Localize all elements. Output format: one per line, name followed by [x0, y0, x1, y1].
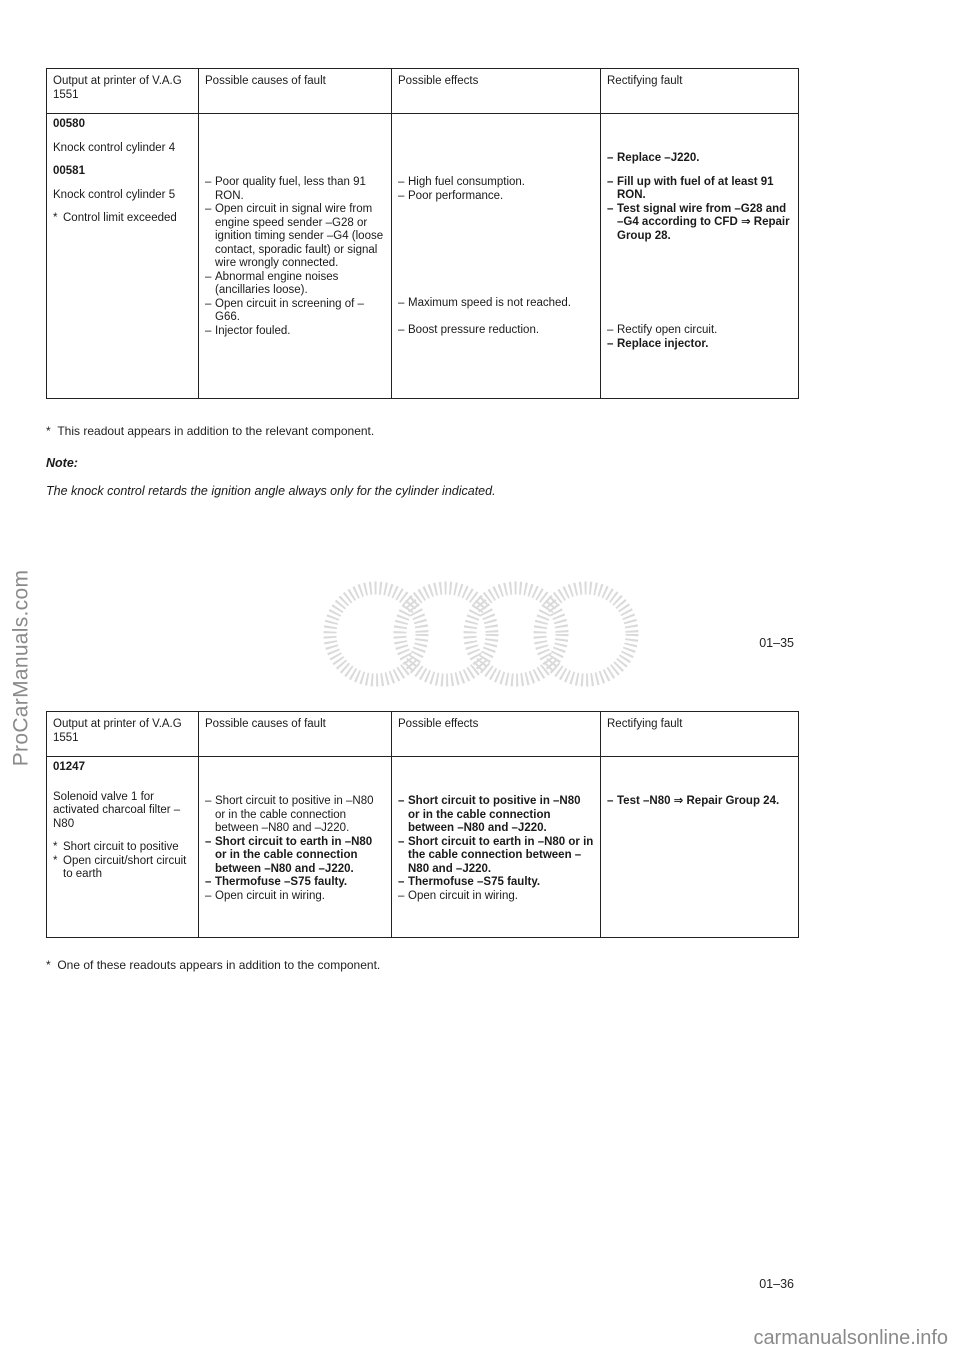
table-header-row: [47, 712, 799, 757]
fault-name: Solenoid valve 1 for activated charcoal filter –N80: [53, 790, 181, 830]
list-item: – Short circuit to earth in –N80 or in the cable connection between –N80 and –J220.: [398, 836, 594, 877]
list-item: – Injector fouled.: [205, 325, 385, 339]
list-item: – Short circuit to positive in –N80 or in the cable connection between –N80 and –J220.: [398, 795, 594, 836]
list-item: – Test signal wire from –G28 and –G4 according to CFD ⇒ Repair Group 28.: [607, 203, 792, 244]
header-effects: Possible effects: [392, 712, 601, 757]
bottom-watermark: carmanualsonline.info: [753, 1327, 948, 1349]
fault-note: * Control limit exceeded: [53, 212, 192, 226]
list-item: – Open circuit in screening of –G66.: [205, 298, 385, 325]
causes-cell: [199, 757, 392, 938]
footnote-1: * This readout appears in addition to the relevant component.: [46, 424, 375, 438]
fault-note: * Open circuit/short circuit to earth: [53, 855, 192, 882]
table-row: [47, 114, 799, 399]
list-item: – Poor performance.: [398, 190, 594, 204]
list-item: – Thermofuse –S75 faulty.: [205, 876, 385, 890]
list-item: – Replace –J220.: [607, 152, 792, 166]
header-output: Output at printer of V.A.G 1551: [47, 69, 199, 114]
output-cell: [47, 114, 199, 399]
list-item: – Replace injector.: [607, 338, 792, 352]
fault-name: Knock control cylinder 4: [53, 141, 176, 154]
fault-code: 01247: [53, 761, 85, 773]
note-title: Note:: [46, 456, 78, 470]
fault-note: * Short circuit to positive: [53, 841, 192, 855]
table-header-row: [47, 69, 799, 114]
list-item: – Fill up with fuel of at least 91 RON.: [607, 176, 792, 203]
footnote-text: This readout appears in addition to the relevant component.: [57, 424, 375, 438]
list-item: – Thermofuse –S75 faulty.: [398, 876, 594, 890]
effects-list: [398, 176, 594, 337]
fault-table-1: [46, 68, 799, 399]
header-causes: Possible causes of fault: [199, 69, 392, 114]
footnote-2: * One of these readouts appears in addition to the component.: [46, 958, 381, 972]
list-item: – Rectify open circuit.: [607, 324, 792, 338]
rectify-cell: [601, 114, 799, 399]
list-item: – Maximum speed is not reached.: [398, 297, 594, 311]
causes-cell: [199, 114, 392, 399]
header-rectify: Rectifying fault: [601, 69, 799, 114]
list-item: – Boost pressure reduction.: [398, 324, 594, 338]
output-cell: [47, 757, 199, 938]
brand-rings-logo: [318, 576, 646, 692]
side-watermark: [4, 568, 38, 768]
note-text: The knock control retards the ignition angle always only for the cylinder indicated.: [46, 484, 496, 498]
rectify-list: [607, 152, 792, 351]
list-item: – High fuel consumption.: [398, 176, 594, 190]
header-output: Output at printer of V.A.G 1551: [47, 712, 199, 757]
rectify-list: [607, 795, 792, 809]
list-item: – Test –N80 ⇒ Repair Group 24.: [607, 795, 792, 809]
list-item: – Open circuit in wiring.: [205, 890, 385, 904]
table-row: [47, 757, 799, 938]
side-watermark-text: ProCarManuals.com: [9, 569, 32, 767]
footnote-text: One of these readouts appears in addition to the component.: [57, 958, 381, 972]
page-number: 01–35: [759, 636, 794, 650]
effects-list: [398, 795, 594, 903]
fault-code: 00581: [53, 165, 85, 177]
rectify-cell: [601, 757, 799, 938]
list-item: – Short circuit to earth in –N80 or in the cable connection between –N80 and –J220.: [205, 836, 385, 877]
causes-list: [205, 176, 385, 338]
header-rectify: Rectifying fault: [601, 712, 799, 757]
header-causes: Possible causes of fault: [199, 712, 392, 757]
causes-list: [205, 795, 385, 903]
fault-code: 00580: [53, 118, 85, 130]
list-item: – Abnormal engine noises (ancillaries loose).: [205, 271, 385, 298]
list-item: – Open circuit in wiring.: [398, 890, 594, 904]
list-item: – Poor quality fuel, less than 91 RON.: [205, 176, 385, 203]
page-number: 01–36: [759, 1277, 794, 1291]
fault-name: Knock control cylinder 5: [53, 188, 176, 201]
header-effects: Possible effects: [392, 69, 601, 114]
list-item: – Open circuit in signal wire from engine speed sender –G28 or ignition timing sender –G4 (loose contact, sporadic fault) or signal wire wrongly connected.: [205, 203, 385, 271]
fault-table-2: [46, 711, 799, 938]
effects-cell: [392, 757, 601, 938]
effects-cell: [392, 114, 601, 399]
list-item: – Short circuit to positive in –N80 or in the cable connection between –N80 and –J220.: [205, 795, 385, 836]
